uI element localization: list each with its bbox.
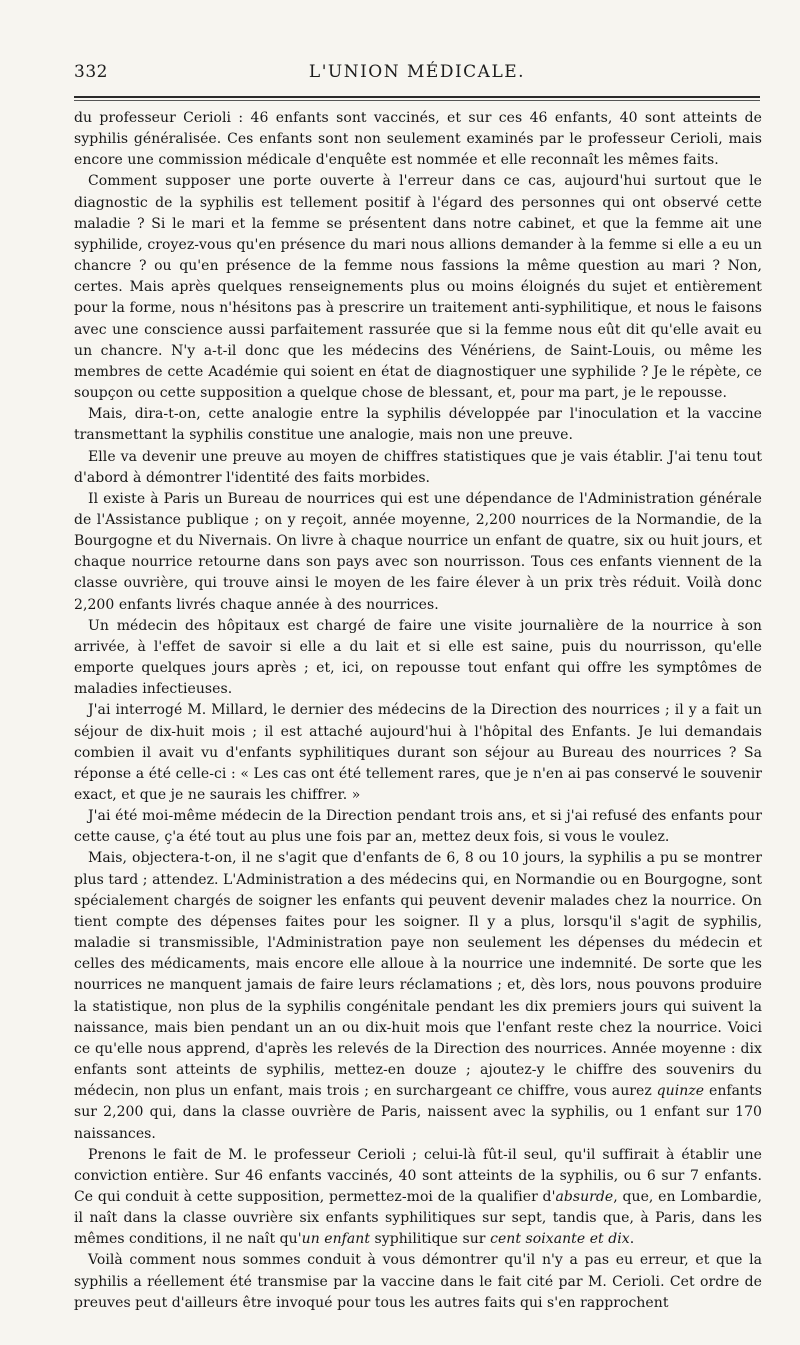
paragraph — [74, 1250, 762, 1313]
body-text — [74, 108, 762, 1314]
italic-text: cent soixante et dix — [490, 1231, 630, 1248]
text-run: Comment supposer une porte ouverte à l'erreur dans ce cas, aujourd'hui surtout que le diagnostic de la syphilis est tellement positif à l'égard des personnes qui ont observé cette maladie ? Si le mari et la femme se présentent dans notre cabinet, et que la femme ait une syphilide, croyez-vous qu'en présence du mari nous allions demander à la femme si elle a eu un chancre ? ou qu'en présence de la femme nous fassions la même question au mari ? Non, certes. Mais après quelques renseignements plus ou moins éloignés du sujet et entièrement pour la forme, nous n'hésitons pas à prescrire un traitement anti-syphilitique, et nous le faisons avec une conscience aussi parfaitement rassurée que si la femme nous eût dit qu'elle avait eu un chancre. N'y a-t-il donc que les médecins des Vénériens, de Saint-Louis, ou même les membres de cette Académie qui soient en état de diagnostiquer une syphilide ? Je le répète, ce soupçon ou cette supposition a quelque chose de blessant, et, pour ma part, je le repousse. — [74, 173, 762, 402]
paragraph — [74, 848, 762, 1144]
text-run: du professeur Cerioli : 46 enfants sont vaccinés, et sur ces 46 enfants, 40 sont atteints de syphilis généralisée. Ces enfants sont non seulement examinés par le professeur Cerioli, mais encore une commission médicale d'enquête est nommée et elle reconnaît les mêmes faits. — [74, 110, 762, 169]
text-run: J'ai été moi-même médecin de la Direction pendant trois ans, et si j'ai refusé des enfants pour cette cause, ç'a été tout au plus une fois par an, mettez deux fois, si vous le voulez. — [74, 808, 762, 846]
text-run: Il existe à Paris un Bureau de nourrices qui est une dépendance de l'Administration générale de l'Assistance publique ; on y reçoit, année moyenne, 2,200 nourrices de la Normandie, de la Bourgogne et du Nivernais. On livre à chaque nourrice un enfant de quatre, six ou huit jours, et chaque nourrice retourne dans son pays avec son nourrisson. Tous ces enfants viennent de la classe ouvrière, qui trouve ainsi le moyen de les faire élever à un prix très réduit. Voilà donc 2,200 enfants livrés chaque année à des nourrices. — [74, 490, 762, 613]
paragraph — [74, 1145, 762, 1251]
paragraph — [74, 700, 762, 806]
text-run: J'ai interrogé M. Millard, le dernier des médecins de la Direction des nourrices ; il y a fait un séjour de dix-huit mois ; il est attaché aujourd'hui à l'hôpital des Enfants. Je lui demandais combien il avait vu d'enfants syphilitiques durant son séjour au Bureau des nourrices ? Sa réponse a été celle-ci : « Les cas ont été tellement rares, que je n'en ai pas conservé le souvenir exact, et que je ne saurais les chiffrer. » — [74, 702, 762, 803]
italic-text: quinze — [656, 1083, 705, 1100]
text-run: Un médecin des hôpitaux est chargé de faire une visite journalière de la nourrice à son arrivée, à l'effet de savoir si elle a du lait et si elle est saine, puis du nourrisson, qu'elle emporte quelques jours après ; et, ici, on repousse tout enfant qui offre les symptômes de maladies infectieuses. — [74, 617, 762, 698]
text-run: Elle va devenir une preuve au moyen de chiffres statistiques que je vais établir. J'ai tenu tout d'abord à démontrer l'identité des faits morbides. — [74, 448, 762, 486]
header-rule — [74, 96, 760, 98]
paragraph — [74, 108, 762, 171]
paragraph — [74, 489, 762, 616]
paragraph — [74, 171, 762, 404]
text-run: Mais, objectera-t-on, il ne s'agit que d'enfants de 6, 8 ou 10 jours, la syphilis a pu se montrer plus tard ; attendez. L'Administration a des médecins qui, en Normandie ou en Bourgogne, sont spécialement chargés de soigner les enfants qui peuvent devenir malades chez la nourrice. On tient compte des dépenses faites pour les soigner. Il y a plus, lorsqu'il s'agit de syphilis, maladie si transmissible, l'Administration paye non seulement les dépenses du médecin et celles des médicaments, mais encore elle alloue à la nourrice une indemnité. De sorte que les nourrices ne manquent jamais de faire leurs réclamations ; et, dès lors, nous pouvons produire la statistique, non plus de la syphilis congénitale pendant les dix premiers jours qui suivent la naissance, mais bien pendant un an ou dix-huit mois que l'enfant reste chez la nourrice. Voici ce qu'elle nous apprend, d'après les relevés de la Direction des nourrices. Année moyenne : dix enfants sont atteints de syphilis, mettez-en douze ; ajoutez-y le chiffre des souvenirs du médecin, non plus un enfant, mais trois ; en surchargeant ce chiffre, vous aurez — [74, 850, 762, 1100]
text-run: Mais, dira-t-on, cette analogie entre la syphilis développée par l'inoculation et la vaccine transmettant la syphilis constitue une analogie, mais non une preuve. — [74, 406, 762, 444]
text-run: syphilitique sur — [370, 1231, 491, 1248]
paragraph — [74, 447, 762, 489]
running-title: L'UNION MÉDICALE. — [308, 62, 526, 82]
italic-text: absurde — [555, 1188, 614, 1205]
header-rule-thin — [74, 100, 760, 101]
text-run: enfants sur 2,200 qui, dans la classe ouvrière de Paris, naissent avec la syphilis, ou 1 enfant sur 170 naissances. — [74, 1083, 763, 1142]
paragraph — [74, 404, 762, 446]
text-run: Voilà comment nous sommes conduit à vous démontrer qu'il n'y a pas eu erreur, et que la syphilis a réellement été transmise par la vaccine dans le fait cité par M. Cerioli. Cet ordre de preuves peut d'ailleurs être invoqué pour tous les autres faits qui s'en rapprochent — [74, 1252, 762, 1311]
text-run: , que, en Lombardie, il naît dans la classe ouvrière six enfants syphilitiques sur sept, tandis que, à Paris, dans les mêmes conditions, il ne naît qu' — [74, 1188, 762, 1248]
paragraph — [74, 616, 762, 701]
paragraph — [74, 806, 762, 848]
italic-text: un enfant — [301, 1231, 371, 1248]
page-header — [74, 58, 760, 86]
text-run: Prenons le fait de M. le professeur Cerioli ; celui-là fût-il seul, qu'il suffirait à établir une conviction entière. Sur 46 enfants vaccinés, 40 sont atteints de la syphilis, ou 6 sur 7 enfants. Ce qui conduit à cette supposition, permettez-moi de la qualifier d' — [74, 1146, 762, 1205]
page-number: 332 — [74, 62, 108, 82]
text-run: . — [629, 1231, 635, 1248]
